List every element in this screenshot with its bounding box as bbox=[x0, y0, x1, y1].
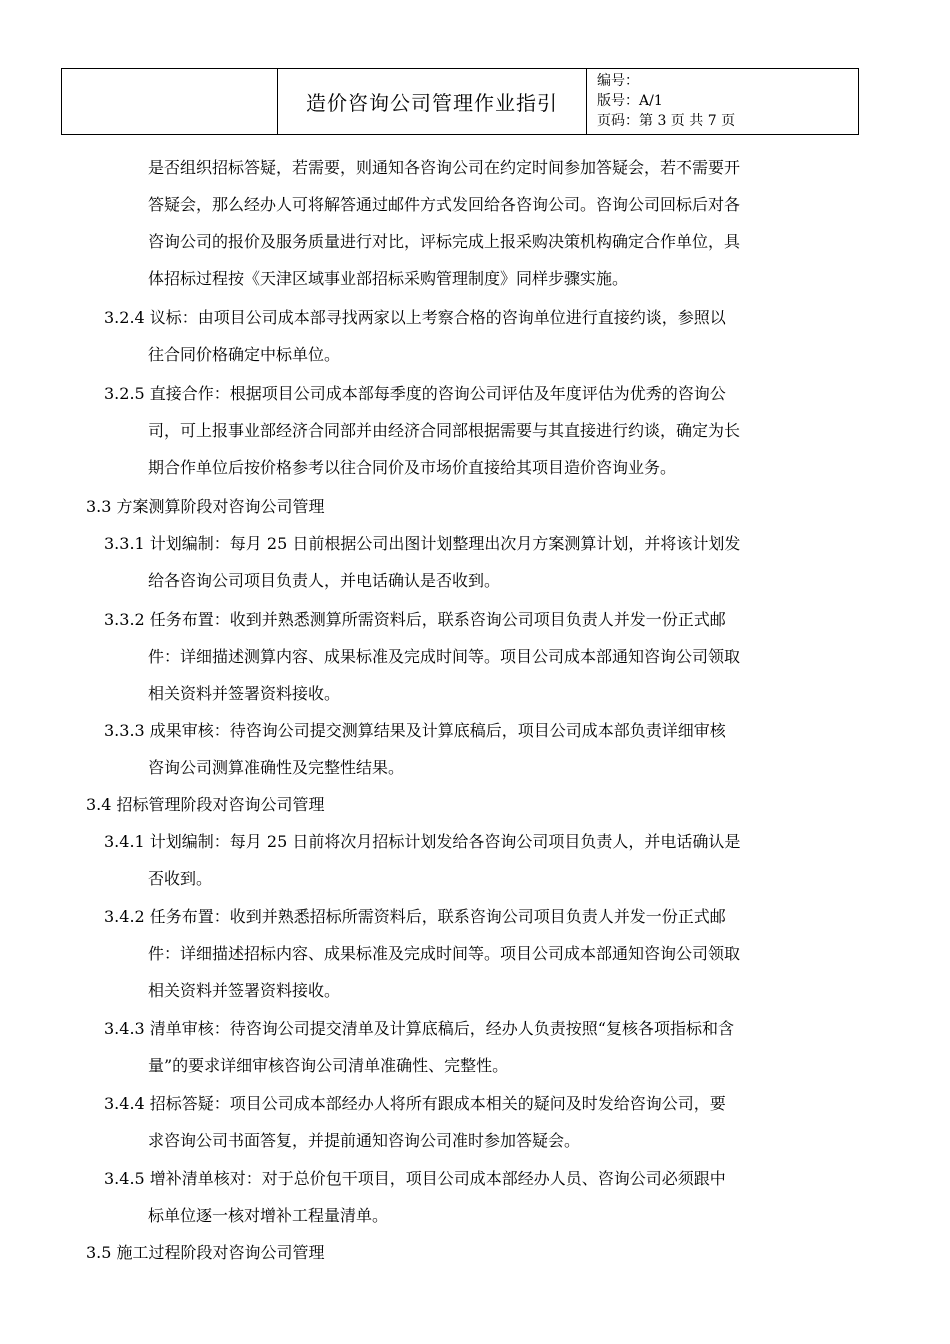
paragraph-line: 标单位逐一核对增补工程量清单。 bbox=[148, 1206, 389, 1225]
paragraph-line: 否收到。 bbox=[148, 869, 213, 888]
clause-3-4-4: 3.4.4 招标答疑：项目公司成本部经办人将所有跟成本相关的疑问及时发给咨询公司，要 bbox=[104, 1094, 726, 1113]
paragraph-line: 给各咨询公司项目负责人，并电话确认是否收到。 bbox=[148, 571, 501, 590]
paragraph-line: 答疑会，那么经办人可将解答通过邮件方式发回给各咨询公司。咨询公司回标后对各 bbox=[148, 195, 741, 214]
header-logo-cell bbox=[62, 69, 278, 134]
document-version: 版号：A/1 bbox=[597, 93, 663, 109]
paragraph-line: 是否组织招标答疑，若需要，则通知各咨询公司在约定时间参加答疑会，若不需要开 bbox=[148, 158, 741, 177]
clause-3-4-2: 3.4.2 任务布置：收到并熟悉招标所需资料后，联系咨询公司项目负责人并发一份正式邮 bbox=[104, 907, 726, 926]
paragraph-line: 件：详细描述测算内容、成果标准及完成时间等。项目公司成本部通知咨询公司领取 bbox=[148, 647, 741, 666]
clause-3-4-1: 3.4.1 计划编制：每月 25 日前将次月招标计划发给各咨询公司项目负责人，并电话确认是 bbox=[104, 832, 741, 851]
section-heading-3-5: 3.5 施工过程阶段对咨询公司管理 bbox=[86, 1243, 325, 1262]
paragraph-line: 咨询公司测算准确性及完整性结果。 bbox=[148, 758, 405, 777]
document-header bbox=[61, 68, 859, 135]
document-code: 编号： bbox=[597, 73, 639, 89]
section-heading-3-3: 3.3 方案测算阶段对咨询公司管理 bbox=[86, 497, 325, 516]
paragraph-line: 求咨询公司书面答复，并提前通知咨询公司准时参加答疑会。 bbox=[148, 1131, 581, 1150]
clause-3-4-5: 3.4.5 增补清单核对：对于总价包干项目，项目公司成本部经办人员、咨询公司必须跟中 bbox=[104, 1169, 726, 1188]
document-title: 造价咨询公司管理作业指引 bbox=[278, 69, 587, 134]
paragraph-line: 件：详细描述招标内容、成果标准及完成时间等。项目公司成本部通知咨询公司领取 bbox=[148, 944, 741, 963]
clause-3-3-2: 3.3.2 任务布置：收到并熟悉测算所需资料后，联系咨询公司项目负责人并发一份正式邮 bbox=[104, 610, 726, 629]
paragraph-line: 期合作单位后按价格参考以往合同价及市场价直接给其项目造价咨询业务。 bbox=[148, 458, 677, 477]
clause-3-2-5: 3.2.5 直接合作：根据项目公司成本部每季度的咨询公司评估及年度评估为优秀的咨询公 bbox=[104, 384, 726, 403]
paragraph-line: 往合同价格确定中标单位。 bbox=[148, 345, 341, 364]
paragraph-line: 相关资料并签署资料接收。 bbox=[148, 684, 341, 703]
clause-3-4-3: 3.4.3 清单审核：待咨询公司提交清单及计算底稿后，经办人负责按照“复核各项指标和含 bbox=[104, 1019, 734, 1038]
page-number: 页码：第 3 页 共 7 页 bbox=[597, 113, 736, 129]
paragraph-line: 咨询公司的报价及服务质量进行对比，评标完成上报采购决策机构确定合作单位，具 bbox=[148, 232, 741, 251]
paragraph-line: 相关资料并签署资料接收。 bbox=[148, 981, 341, 1000]
section-heading-3-4: 3.4 招标管理阶段对咨询公司管理 bbox=[86, 795, 325, 814]
paragraph-line: 体招标过程按《天津区域事业部招标采购管理制度》同样步骤实施。 bbox=[148, 269, 629, 288]
clause-3-3-1: 3.3.1 计划编制：每月 25 日前根据公司出图计划整理出次月方案测算计划，并将该计划发 bbox=[104, 534, 741, 553]
paragraph-line: 司，可上报事业部经济合同部并由经济合同部根据需要与其直接进行约谈，确定为长 bbox=[148, 421, 741, 440]
paragraph-line: 量”的要求详细审核咨询公司清单准确性、完整性。 bbox=[148, 1056, 509, 1075]
clause-3-3-3: 3.3.3 成果审核：待咨询公司提交测算结果及计算底稿后，项目公司成本部负责详细审核 bbox=[104, 721, 726, 740]
document-meta bbox=[587, 69, 858, 134]
clause-3-2-4: 3.2.4 议标：由项目公司成本部寻找两家以上考察合格的咨询单位进行直接约谈，参照以 bbox=[104, 308, 726, 327]
